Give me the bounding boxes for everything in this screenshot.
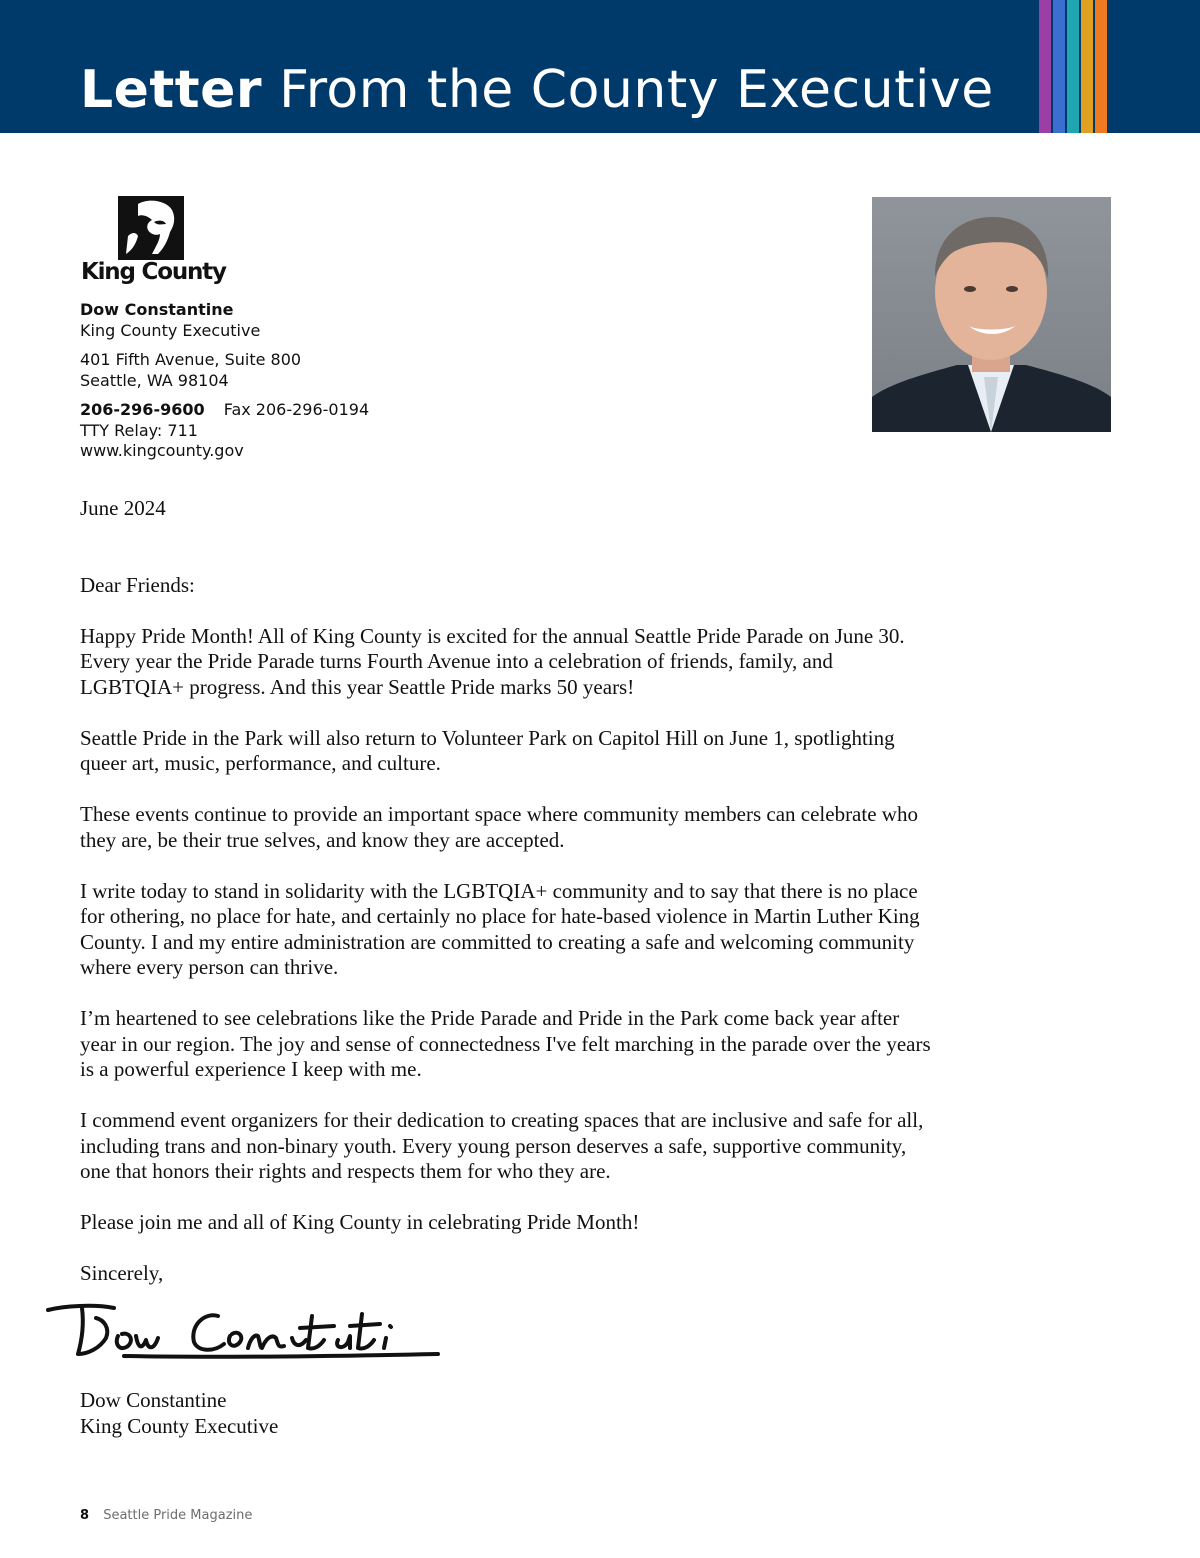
phone-number: 206-296-9600 xyxy=(80,400,205,419)
signoff-title: King County Executive xyxy=(80,1413,279,1438)
rainbow-stripes xyxy=(1039,0,1109,133)
letter-date: June 2024 xyxy=(80,496,166,520)
page-title-light: From the County Executive xyxy=(279,60,994,120)
letter-paragraph: I commend event organizers for their dedication to creating spaces that are inclusive and safe for all, including trans and non-binary youth. Every young person deserves a safe, supportive community, one that honors their rights and respects them for who they are. xyxy=(80,1108,924,1183)
publication-name: Seattle Pride Magazine xyxy=(103,1508,253,1523)
closing: Sincerely, xyxy=(80,1261,164,1285)
sender-name: Dow Constantine xyxy=(80,300,234,319)
salutation: Dear Friends: xyxy=(80,572,195,597)
letterhead-contact xyxy=(80,300,369,462)
letter-paragraph: Seattle Pride in the Park will also return to Volunteer Park on Capitol Hill on June 1, spotlighting queer art, music, performance, and culture. xyxy=(80,725,895,775)
stripe xyxy=(1039,0,1051,133)
website: www.kingcounty.gov xyxy=(80,441,244,460)
page-footer xyxy=(80,1508,252,1523)
signoff-name: Dow Constantine xyxy=(80,1388,227,1412)
sender-title: King County Executive xyxy=(80,320,261,340)
letter-paragraph: I’m heartened to see celebrations like the Pride Parade and Pride in the Park come back year after year in our region. The joy and sense of connectedness I've felt marching in the parade over the years is a powerful experience I keep with me. xyxy=(80,1006,931,1081)
page-number: 8 xyxy=(80,1508,90,1523)
stripe xyxy=(1081,0,1093,133)
letter-paragraph: Please join me and all of King County in celebrating Pride Month! xyxy=(80,1210,640,1234)
portrait-illustration xyxy=(872,197,1111,432)
tty-relay: TTY Relay: 711 xyxy=(80,420,198,440)
handwritten-signature xyxy=(44,1296,444,1362)
page-header xyxy=(0,0,1200,133)
letter-paragraph: Happy Pride Month! All of King County is excited for the annual Seattle Pride Parade on June 30. Every year the Pride Parade turns Fourth Avenue into a celebration of friends, family, and LGBTQIA+ progress. And this year Seattle Pride marks 50 years! xyxy=(80,623,905,699)
address-line-1: 401 Fifth Avenue, Suite 800 xyxy=(80,350,302,369)
stripe xyxy=(1095,0,1107,133)
stripe xyxy=(1067,0,1079,133)
letter-paragraph: I write today to stand in solidarity with the LGBTQIA+ community and to say that there is no place for othering, no place for hate, and certainly no place for hate-based violence in Martin Luther King County. I and my entire administration are committed to creating a safe and welcoming community where every person can thrive. xyxy=(80,878,920,979)
executive-portrait-photo xyxy=(872,197,1111,432)
address-line-2: Seattle, WA 98104 xyxy=(80,370,229,390)
signoff-block xyxy=(80,1388,278,1439)
mlk-portrait-icon xyxy=(118,196,184,260)
stripe xyxy=(1053,0,1065,133)
letter-paragraph: These events continue to provide an important space where community members can celebrate who they are, be their true selves, and know they are accepted. xyxy=(80,802,918,852)
page-title xyxy=(80,56,994,124)
letter-body xyxy=(80,496,940,1287)
page-title-bold: Letter xyxy=(80,60,263,120)
logo-text: King County xyxy=(81,259,226,285)
fax-number: Fax 206-296-0194 xyxy=(223,400,370,419)
